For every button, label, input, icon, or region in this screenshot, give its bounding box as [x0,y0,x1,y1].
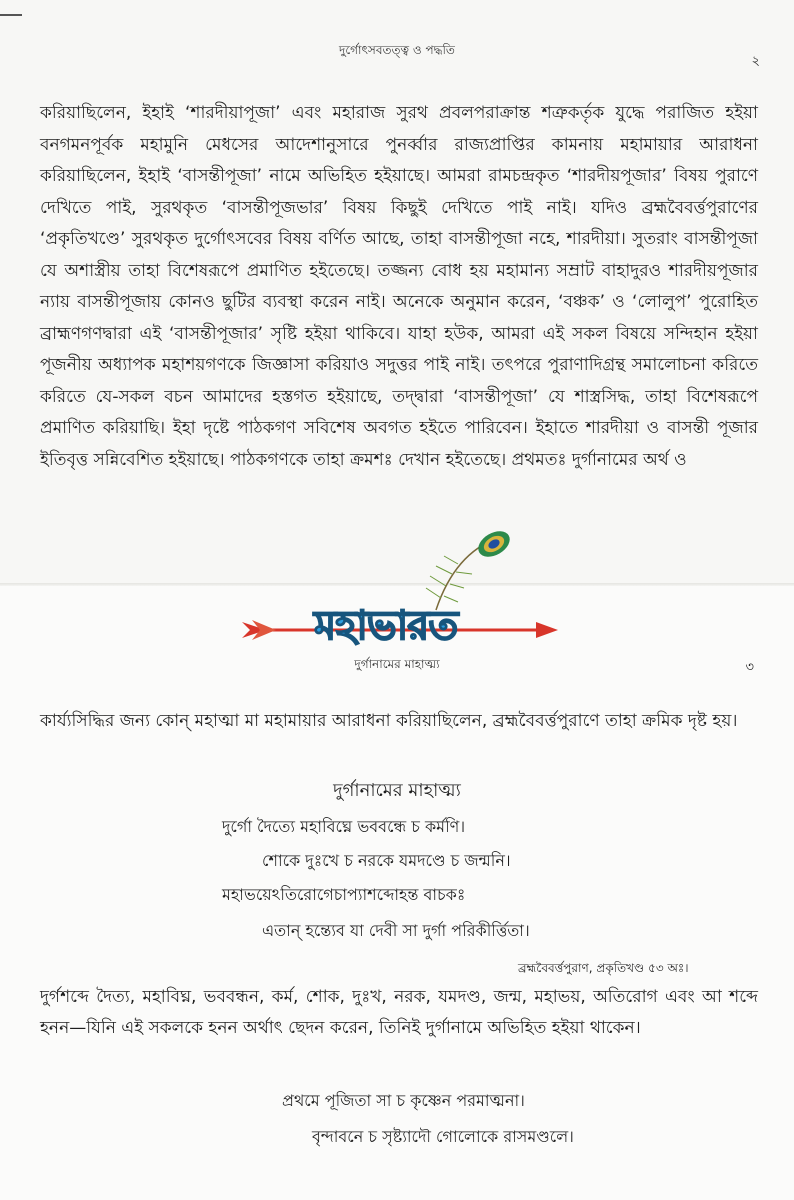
watermark-logo [236,530,566,670]
watermark-logo-text: মহাভারত [314,603,458,649]
page-number-top: ২ [751,54,760,69]
explanation-paragraph: দুর্গশব্দে দৈত্য, মহাবিঘ্ন, ভববন্ধন, কর্ম, শোক, দুঃখ, নরক, যমদণ্ড, জন্ম, মহাভয়, অতিরোগ এবং আ শব্দে হনন—যিনি এই সকলকে হনন অর্থাৎ ছেদন করেন, তিনিই দুর্গানামে অভিহিত হইয়া থাকেন। [40,987,758,1038]
verse-line: বৃন্দাবনে চ সৃষ্ট্যাদৌ গোলোকে রাসমণ্ডলে। [312,1127,574,1146]
running-head-top: দুর্গোৎসবতত্ত্ব ও পদ্ধতি [339,43,455,57]
verse-line: এতান্ হন্ত্যেব যা দেবী সা দুর্গা পরিকীর্ত্তিতা। [262,921,530,940]
running-head-bottom: দুর্গানামের মাহাত্ম্য [354,657,440,671]
verse-line: মহাভয়েঽতিরোগেচাপ্যাশব্দোহন্ত বাচকঃ [222,885,466,904]
verse-line: দুর্গো দৈত্যে মহাবিঘ্নে ভববন্ধে চ কর্মণি। [222,817,466,836]
verse-line: প্রথমে পূজিতা সা চ কৃষ্ণেন পরমাত্মনা। [282,1091,525,1110]
page-number-bottom: ৩ [745,660,754,675]
body-text-top: করিয়াছিলেন, ইহাই ‘শারদীয়াপূজা’ এবং মহারাজ সুরথ প্রবলপরাক্রান্ত শত্রুকর্তৃক যুদ্ধে পরাজিত হইয়া বনগমনপূর্বক মহামুনি মেধসের আদেশানুসারে পুনর্ব্বার রাজ্যপ্রাপ্তির কামনায় মহামায়ার আরাধনা করিয়াছিলেন, ইহাই ‘বাসন্তীপূজা’ নামে অভিহিত হইয়াছে। আমরা রামচন্দ্রকৃত ‘শারদীয়পূজার’ বিষয় পুরাণে দেখিতে পাই, সুরথকৃত ‘বাসন্তীপূজভার’ বিষয় কিছুই দেখিতে পাই নাই। যদিও ব্রহ্মবৈবর্ত্তপুরাণের ‘প্রকৃতিখণ্ডে’ সুরথকৃত দুর্গোৎসবের বিষয় বর্ণিত আছে, তাহা বাসন্তীপূজা নহে, শারদীয়া। সুতরাং বাসন্তীপূজা যে অশাস্ত্রীয় তাহা বিশেষরূপে প্রমাণিত হইতেছে। তজ্জন্য বোধ হয় মহামান্য সম্রাট বাহাদুরও শারদীয়পূজার ন্যায় বাসন্তীপূজায় কোনও ছুটির ব্যবস্থা করেন নাই। অনেকে অনুমান করেন, ‘বঞ্চক’ ও ‘লোলুপ’ পুরোহিত ব্রাহ্মণগণদ্বারা এই ‘বাসন্তীপূজার’ সৃষ্টি হইয়া থাকিবে। যাহা হউক, আমরা এই সকল বিষয়ে সন্দিহান হইয়া পূজনীয় অধ্যাপক মহাশয়গণকে জিজ্ঞাসা করিয়াও সদুত্তর পাই নাই। তৎপরে পুরাণাদিগ্রন্থ সমালোচনা করিতে করিতে যে-সকল বচন আমাদের হস্তগত হইয়াছে, তদ্দ্বারা ‘বাসন্তীপূজা’ যে শাস্ত্রসিদ্ধ, তাহা বিশেষরূপে প্রমাণিত করিয়াছি। ইহা দৃষ্টে পাঠকগণ সবিশেষ অবগত হইতে পারিবেন। ইহাতে শারদীয়া ও বাসন্তী পূজার ইতিবৃত্ত সন্নিবেশিত হইয়াছে। পাঠকগণকে তাহা ক্রমশঃ দেখান হইতেছে। প্রথমতঃ দুর্গানামের অর্থ ও [40,103,758,470]
corner-mark [0,14,22,16]
verse-line: শোকে দুঃখে চ নরকে যমদণ্ডে চ জন্মনি। [262,851,511,870]
citation: ব্রহ্মবৈবর্ত্তপুরাণ, প্রকৃতিখণ্ড ৫৩ অঃ। [518,961,689,975]
section-heading: দুর্গানামের মাহাত্ম্য [333,780,461,801]
intro-paragraph: কার্য্যসিদ্ধির জন্য কোন্ মহাত্মা মা মহামায়ার আরাধনা করিয়াছিলেন, ব্রহ্মবৈবর্ত্তপুরাণে তাহা ক্রমিক দৃষ্ট হয়। [40,711,738,731]
